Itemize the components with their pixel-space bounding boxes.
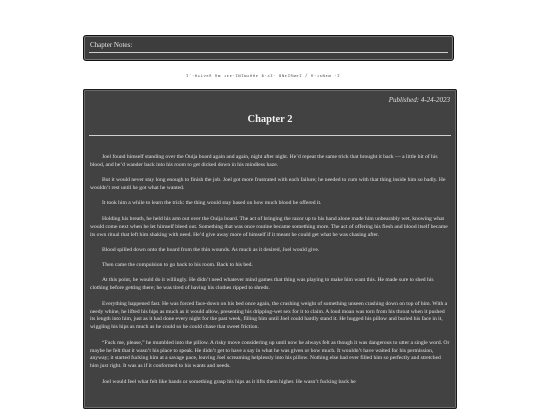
story-paragraph: “Fuck me, please,” he mumbled into the pillow. A risky move considering up until now he always felt as though it was dangerous to utter a single word. Or maybe he felt that it wasn’t his place to speak. He didn’t get to have a say in what he was given or how much. It wouldn’t have waited for his permission, anyway; it started fucking him at a savage pace, leaving Joel screaming helplessly into his pillow. Nothing else had ever filled him so perfectly and stretched him just right. It was as if it conformed to his wants and needs. — [90, 339, 450, 370]
story-paragraph: Everything happened fast. He was forced face-down on his bed once again, the crushing weight of something unseen crashing down on top of him. With a needy whine, he lifted his hips as much as it would allow, presenting his dripping-wet sex for it to claim. A loud moan was torn from his throat when it pushed its length into him, just as it had done every night for the past week, filling him until Joel could hardly stand it. He hugged his pillow and buried his face in it, wiggling his hips as much as he could so he could chase that sweet friction. — [90, 300, 448, 331]
chapter-notes-label: Chapter Notes: — [90, 41, 133, 49]
chapter-content-box — [83, 89, 457, 409]
story-paragraph: Joel found himself standing over the Ouija board again and again, night after night. He’d repeat the same trick that brought it back — a little bit of his blood, and he’d wander back into his room to get dicked down in his mindless haze. — [90, 154, 438, 168]
chapter-notes-box — [83, 35, 454, 61]
story-paragraph: It took him a while to learn the trick: the thing would stay based on how much blood he offered it. — [102, 200, 322, 207]
story-paragraph: Holding his breath, he held his arm out over the Ouija board. The act of bringing the razor up to his hand alone made him unbearably wet, knowing what would come next when he let himself bleed out. Something that was once routine became something more. The act of offering his flesh and blood itself became its own ritual that left him shaking with need. He’d give away more of himself if it meant he could get what he was chasing after. — [90, 215, 448, 238]
story-paragraph: Then came the compulsion to go back to his room. Back to his bed. — [102, 262, 253, 269]
chapter-title: Chapter 2 — [247, 114, 293, 125]
story-paragraph: Joel would feel what felt like hands or something grasp his hips as it lifts them higher. He wasn’t fucking back he — [102, 378, 356, 385]
story-paragraph: Blood spilled down onto the board from the thin wounds. As much as it desired, Joel would give. — [102, 246, 320, 253]
story-paragraph: At this point, he would do it willingly. He didn’t need whatever mind games that thing was playing to make him want this. He made sure to shed his clothing before getting there; he was tired of having his clothes ripped to shreds. — [90, 277, 434, 292]
scribbled-text-line: ɪˑ·ʜᴀʟᴠᴇʀ ʀᴍ ᴊᴇᴇ·ɪɴɪᴍᴀʜʜᴇ ʙ·ᴀɪ· ʙɴᴇɪʀᴍᴇɪ / ʀ·ᴊᴋɴᴇᴍ ·ɪ — [186, 73, 340, 78]
story-text — [90, 154, 450, 394]
story-paragraph: But it would never stay long enough to finish the job. Joel got more frustrated with each failure; he needed to cum with that thing inside him so badly. He wouldn’t rest until he got what he wanted. — [90, 177, 446, 192]
title-divider — [89, 135, 451, 136]
published-date: Published: 4-24-2023 — [388, 96, 450, 104]
notes-divider — [89, 52, 448, 53]
